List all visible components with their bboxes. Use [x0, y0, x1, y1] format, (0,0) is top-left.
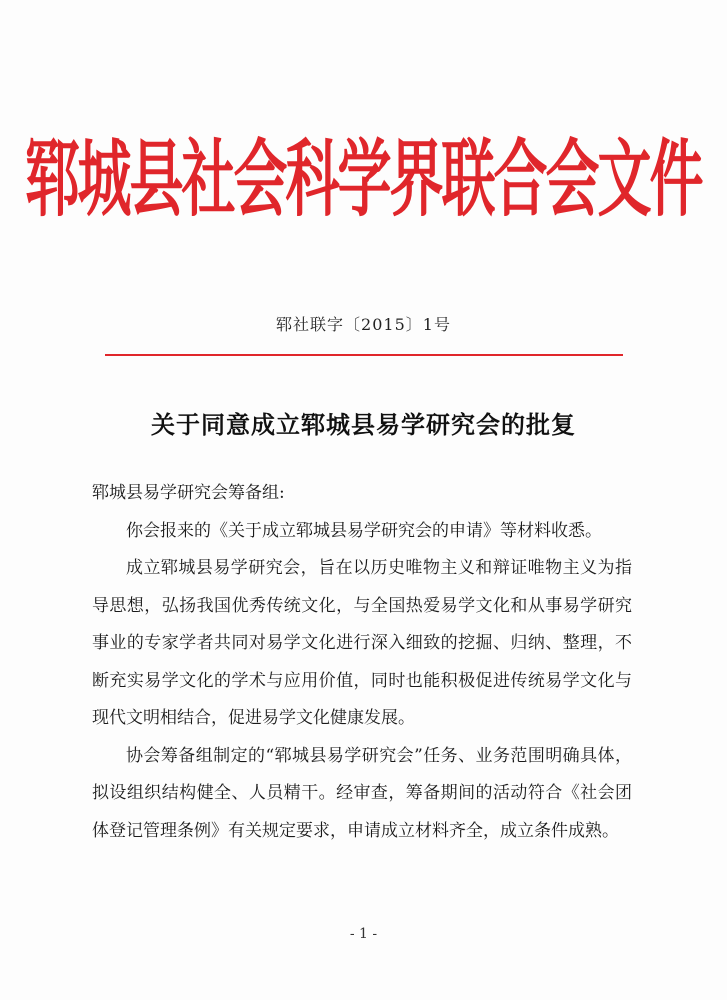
document-title: 关于同意成立郓城县易学研究会的批复 [151, 411, 576, 439]
document-body [92, 475, 632, 850]
document-header-title: 郓城县社会科学界联合会文件 [25, 130, 702, 229]
paragraph-2: 成立郓城县易学研究会，旨在以历史唯物主义和辩证唯物主义为指导思想，弘扬我国优秀传统文化，与全国热爱易学文化和从事易学研究事业的专家学者共同对易学文化进行深入细致的挖掘、归纳、整理，不断充实易学文化的学术与应用价值，同时也能积极促进传统易学文化与现代文明相结合，促进易学文化健康发展。 [92, 558, 632, 728]
salutation: 郓城县易学研究会筹备组: [92, 483, 285, 503]
paragraph-1: 你会报来的《关于成立郓城县易学研究会的申请》等材料收悉。 [126, 520, 602, 541]
paragraph-3: 协会筹备组制定的“郓城县易学研究会”任务、业务范围明确具体，拟设组织结构健全、人员精干。经审查，筹备期间的活动符合《社会团体登记管理条例》有关规定要求，申请成立材料齐全，成立条件成熟。 [92, 745, 632, 841]
red-divider-line [105, 354, 623, 356]
document-number: 郓社联字〔2015〕1号 [276, 315, 451, 334]
page-number: - 1 - [349, 926, 378, 942]
